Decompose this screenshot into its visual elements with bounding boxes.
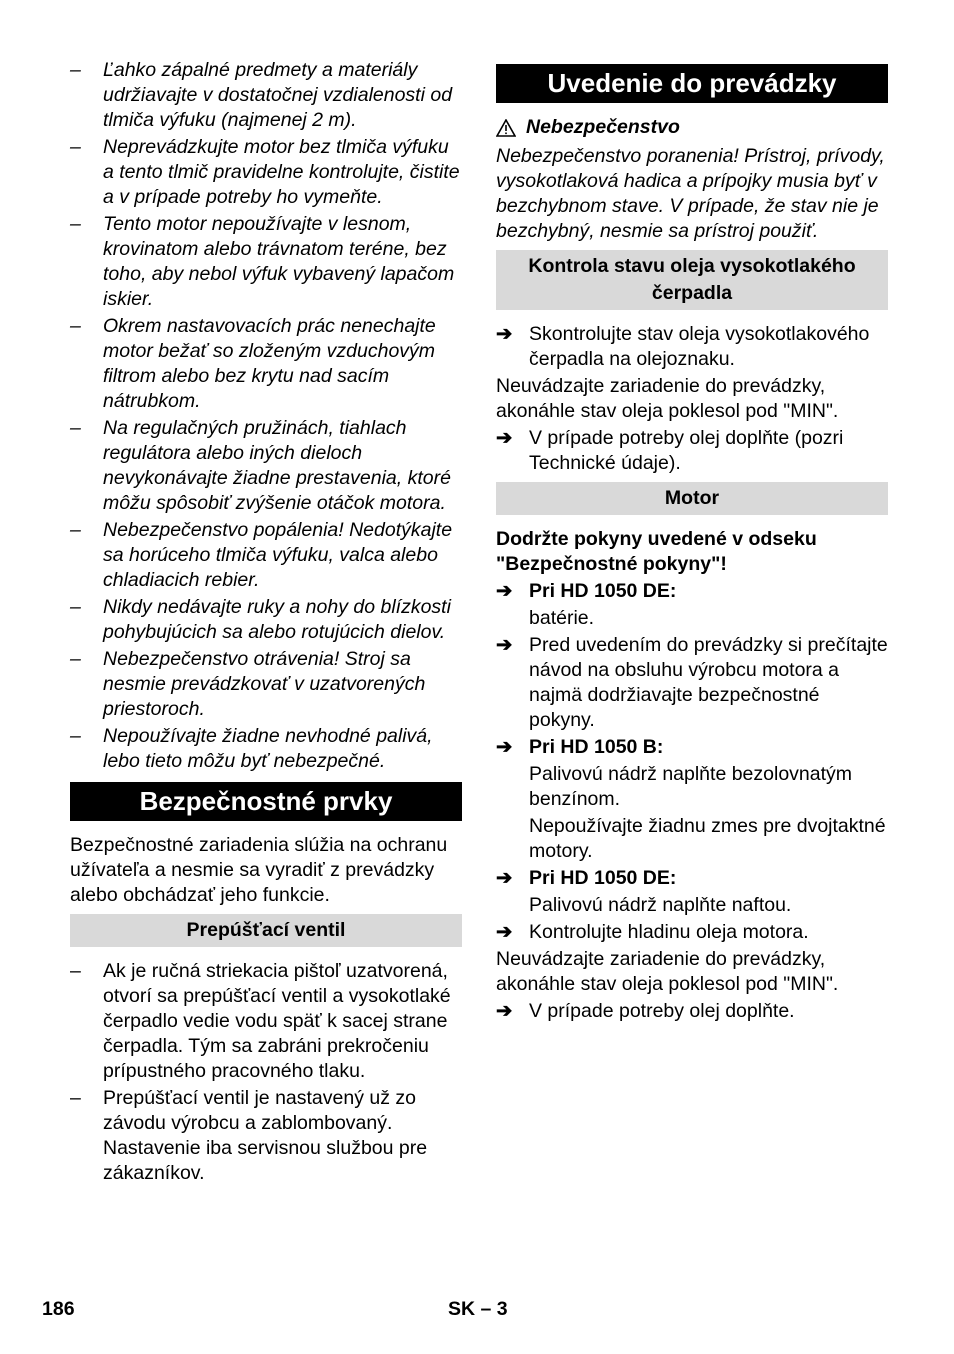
list-item: – Ľahko zápalné predmety a materiály udržiavajte v dostatočnej vzdialenosti od tlmiča výfuku (najmenej 2 m).: [70, 59, 453, 131]
arrow-icon: ➔: [496, 580, 513, 602]
motor-de1-text: batérie.: [529, 607, 595, 629]
list-item: ➔ Skontrolujte stav oleja vysokotlakového čerpadla na olejoznaku.: [496, 323, 870, 370]
list-item: – Nepoužívajte žiadne nevhodné palivá, lebo tieto môžu byť nebezpečné.: [70, 725, 433, 772]
arrow-icon: ➔: [496, 921, 513, 943]
list-item: ➔ V prípade potreby olej doplňte (pozri Technické údaje).: [496, 427, 844, 474]
list-item: – Neprevádzkujte motor bez tlmiča výfuku a tento tlmič pravidelne kontrolujte, čistite a v prípade potreby ho vymeňte.: [70, 136, 460, 208]
safety-paragraph: Bezpečnostné zariadenia slúžia na ochranu užívateľa a nesmie sa vyradiť z prevádzky alebo obchádzať jeho funkcie.: [70, 834, 448, 906]
motor-b-text2: Nepoužívajte žiadnu zmes pre dvojtaktné motory.: [529, 815, 886, 862]
section-heading-startup: Uvedenie do prevádzky: [496, 64, 888, 103]
danger-paragraph: Nebezpečenstvo poranenia! Prístroj, prívody, vysokotlaková hadica a prípojky musia byť v bezchybnom stave. V prípade, že stav nie je bezchybný, nesmie sa prístroj použiť.: [496, 145, 885, 242]
motor-note: Neuvádzajte zariadenie do prevádzky, akonáhle stav oleja poklesol pod "MIN".: [496, 948, 839, 995]
arrow-icon: ➔: [496, 867, 513, 889]
oil-note: Neuvádzajte zariadenie do prevádzky, akonáhle stav oleja poklesol pod "MIN".: [496, 375, 839, 422]
motor-bold-note: Dodržte pokyny uvedené v odseku "Bezpečnostné pokyny"!: [496, 528, 817, 575]
list-item: ➔ Pri HD 1050 DE:: [496, 580, 677, 602]
list-item: ➔ Pri HD 1050 DE:: [496, 867, 677, 889]
valve-list: [70, 959, 462, 1186]
list-item: ➔ Pred uvedením do prevádzky si prečítajte návod na obsluhu výrobcu motora a najmä dodržiavajte bezpečnostné pokyny.: [496, 634, 888, 731]
right-column: [496, 58, 888, 1026]
motor-de2-text: Palivovú nádrž naplňte naftou.: [529, 894, 792, 916]
list-item: – Okrem nastavovacích prác nenechajte motor bežať so zloženým vzduchovým filtrom alebo bez krytu nad sacím nátrubkom.: [70, 315, 436, 412]
list-item: – Prepúšťací ventil je nastavený už zo závodu výrobcu a zablombovaný. Nastavenie iba servisnou službou pre zákazníkov.: [70, 1087, 428, 1184]
list-item: – Nikdy nedávajte ruky a nohy do blízkosti pohybujúcich sa alebo rotujúcich dielov.: [70, 596, 451, 643]
list-item: – Tento motor nepoužívajte v lesnom, krovinatom alebo trávnatom teréne, bez toho, aby nebol výfuk vybavený lapačom iskier.: [70, 213, 455, 310]
list-item: – Nebezpečenstvo otrávenia! Stroj sa nesmie prevádzkovať v uzatvorených priestoroch.: [70, 648, 426, 720]
list-item: – Nebezpečenstvo popálenia! Nedotýkajte sa horúceho tlmiča výfuku, valca alebo chladiacich rebier.: [70, 519, 453, 591]
arrow-icon: ➔: [496, 427, 513, 449]
list-item: ➔ Pri HD 1050 B:: [496, 736, 664, 758]
arrow-icon: ➔: [496, 634, 513, 656]
danger-label: Nebezpečenstvo: [496, 115, 888, 140]
subheading-oil-check: Kontrola stavu oleja vysokotlakého čerpadla: [496, 250, 888, 310]
left-column: [70, 58, 462, 1188]
list-item: ➔ Kontrolujte hladinu oleja motora.: [496, 921, 809, 943]
motor-b-text1: Palivovú nádrž naplňte bezolovnatým benzínom.: [529, 763, 853, 810]
list-item: ➔ V prípade potreby olej doplňte.: [496, 1000, 795, 1022]
section-heading-safety: Bezpečnostné prvky: [70, 782, 462, 821]
subheading-motor: Motor: [496, 482, 888, 515]
list-item: – Ak je ručná striekacia pištoľ uzatvorená, otvorí sa prepúšťací ventil a vysokotlaké čerpadlo vedie vodu späť k sacej strane čerpadla. Tým sa zabráni prekročeniu prípustného pracovného tlaku.: [70, 960, 451, 1082]
arrow-icon: ➔: [496, 323, 513, 345]
list-item: – Na regulačných pružinách, tiahlach regulátora alebo iných dieloch nevykonávajte žiadne prestavenia, ktoré môžu spôsobiť zvýšenie otáčok motora.: [70, 417, 451, 514]
arrow-icon: ➔: [496, 1000, 513, 1022]
section-marker: SK – 3: [448, 1298, 508, 1320]
warning-list: [70, 58, 462, 774]
arrow-icon: ➔: [496, 736, 513, 758]
warning-triangle-icon: [496, 119, 516, 137]
subheading-valve: Prepúšťací ventil: [70, 914, 462, 947]
page-number: 186: [42, 1298, 75, 1320]
